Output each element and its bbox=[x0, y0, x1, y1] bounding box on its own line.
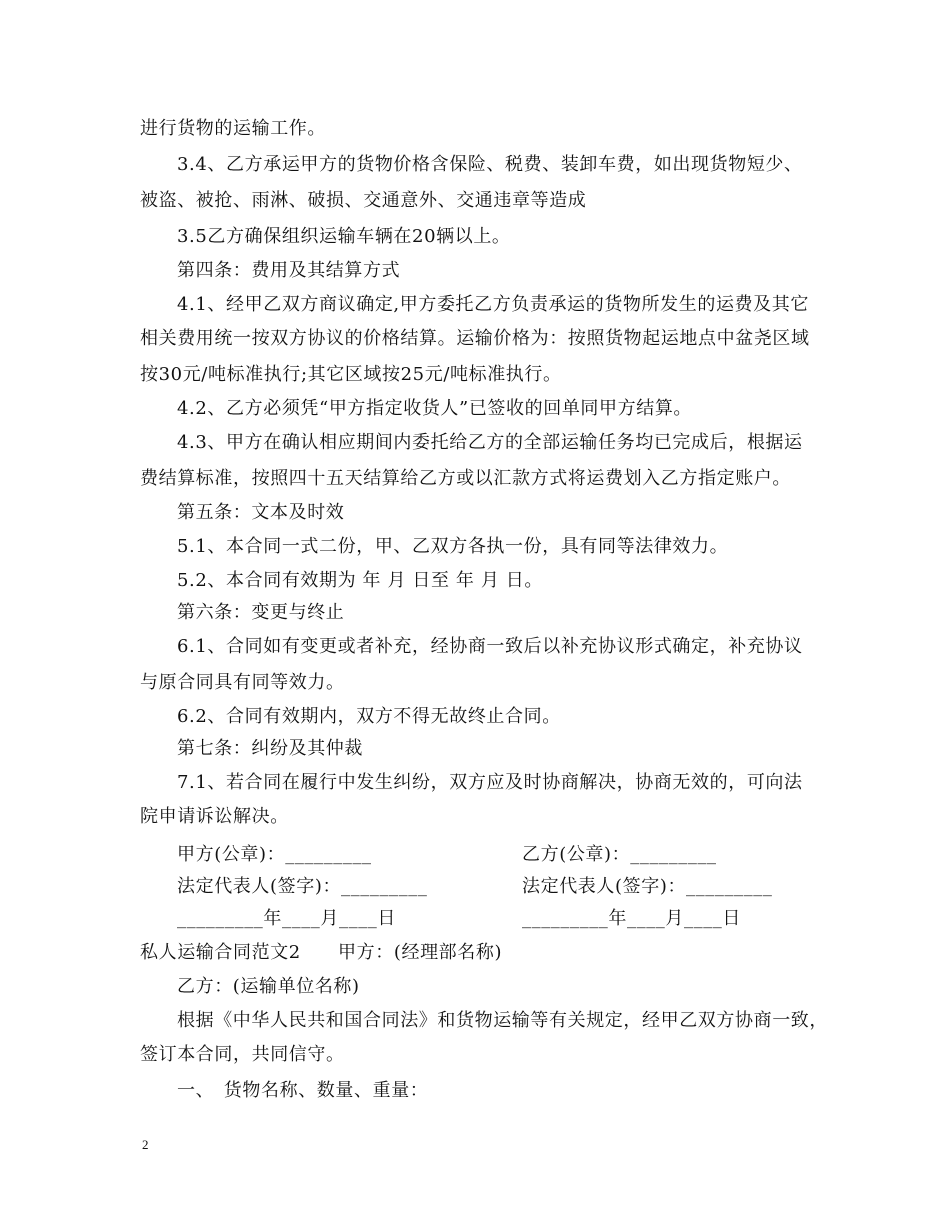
text-line: 院申请诉讼解决。 bbox=[140, 806, 289, 827]
clause-3-5: 3.5乙方确保组织运输车辆在20辆以上。 bbox=[177, 226, 511, 247]
article-6-heading: 第六条：变更与终止 bbox=[177, 602, 345, 623]
party-b-seal: 乙方(公章)：_________ bbox=[522, 844, 717, 865]
text-line: 被盗、被抢、雨淋、破损、交通意外、交通违章等造成 bbox=[140, 190, 587, 211]
text-line: 签订本合同，共同信守。 bbox=[140, 1044, 345, 1065]
clause-4-3: 4.3、甲方在确认相应期间内委托给乙方的全部运输任务均已完成后，根据运 bbox=[177, 432, 803, 453]
text-line: 相关费用统一按双方协议的价格结算。运输价格为：按照货物起运地点中盆尧区域 bbox=[140, 328, 810, 349]
page-number: 2 bbox=[142, 1137, 149, 1152]
article-4-heading: 第四条：费用及其结算方式 bbox=[177, 260, 401, 281]
text-line: 费结算标准，按照四十五天结算给乙方或以汇款方式将运费划入乙方指定账户。 bbox=[140, 468, 791, 489]
clause-6-1: 6.1、合同如有变更或者补充，经协商一致后以补充协议形式确定，补充协议 bbox=[177, 636, 803, 657]
second-contract-basis: 根据《中华人民共和国合同法》和货物运输等有关规定，经甲乙双方协商一致， bbox=[177, 1010, 828, 1031]
clause-5-1: 5.1、本合同一式二份，甲、乙双方各执一份，具有同等法律效力。 bbox=[177, 536, 729, 557]
text-line: 按30元/吨标准执行;其它区域按25元/吨标准执行。 bbox=[140, 364, 562, 385]
clause-5-2: 5.2、本合同有效期为 年 月 日至 年 月 日。 bbox=[177, 570, 543, 591]
party-a-date: _________年____月____日 bbox=[177, 908, 396, 929]
text-line: 与原合同具有同等效力。 bbox=[140, 672, 345, 693]
clause-7-1: 7.1、若合同在履行中发生纠纷，双方应及时协商解决，协商无效的，可向法 bbox=[177, 772, 803, 793]
article-7-heading: 第七条：纠纷及其仲裁 bbox=[177, 738, 363, 759]
second-contract-party-b: 乙方：(运输单位名称) bbox=[177, 976, 360, 997]
article-5-heading: 第五条：文本及时效 bbox=[177, 502, 345, 523]
clause-3-4: 3.4、乙方承运甲方的货物价格含保险、税费、装卸车费，如出现货物短少、 bbox=[177, 154, 803, 175]
party-a-representative: 法定代表人(签字)：_________ bbox=[177, 876, 428, 897]
clause-6-2: 6.2、合同有效期内，双方不得无故终止合同。 bbox=[177, 706, 561, 727]
clause-4-1: 4.1、经甲乙双方商议确定,甲方委托乙方负责承运的货物所发生的运费及其它 bbox=[177, 294, 809, 315]
text-line: 进行货物的运输工作。 bbox=[140, 118, 326, 139]
clause-4-2: 4.2、乙方必须凭“甲方指定收货人”已签收的回单同甲方结算。 bbox=[177, 398, 693, 419]
party-b-date: _________年____月____日 bbox=[522, 908, 741, 929]
item-1-heading: 一、 货物名称、数量、重量： bbox=[177, 1080, 429, 1101]
party-b-representative: 法定代表人(签字)：_________ bbox=[522, 876, 773, 897]
second-contract-header: 私人运输合同范文2 甲方：(经理部名称) bbox=[140, 942, 503, 963]
party-a-seal: 甲方(公章)：_________ bbox=[177, 844, 372, 865]
